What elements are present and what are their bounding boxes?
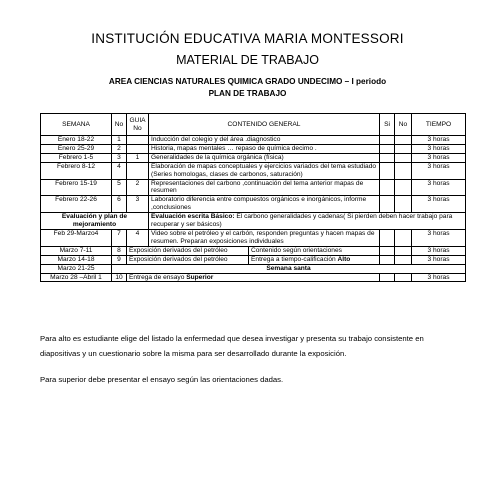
cell-semana-santa: Semana santa bbox=[112, 264, 466, 273]
cell-tiempo: 3 horas bbox=[412, 255, 466, 264]
cell-si bbox=[380, 136, 395, 145]
cell-no2 bbox=[395, 255, 412, 264]
contenido-bold: Superior bbox=[186, 273, 214, 281]
contenido-text: Entrega de ensayo bbox=[129, 273, 185, 281]
cell-evaluacion-contenido bbox=[149, 213, 466, 230]
evaluacion-bold-text: Evaluación escrita Básico: bbox=[151, 213, 235, 221]
header-semana: SEMANA bbox=[41, 114, 112, 136]
cell-contenido-b: Contenido según orientaciones bbox=[249, 246, 380, 255]
cell-no: 10 bbox=[112, 273, 127, 282]
cell-contenido: Laboratorio diferencia entre compuestos orgánicos e inorgánicos, informe ,conclusiones bbox=[149, 196, 380, 213]
cell-si bbox=[380, 246, 395, 255]
note-line-2: diapositivas y un cuestionario sobre la misma para ser desarrollado durante la exposición. bbox=[40, 349, 347, 358]
cell-guia: 1 bbox=[127, 153, 149, 162]
table-row bbox=[41, 144, 466, 153]
cell-si bbox=[380, 153, 395, 162]
cell-tiempo: 3 horas bbox=[412, 136, 466, 145]
cell-contenido: Elaboración de mapas conceptuales y ejercicios variados del tema estudiado (Series homologas, clases de carbonos, saturación) bbox=[149, 162, 380, 179]
cell-semana: Enero 25-29 bbox=[41, 144, 112, 153]
cell-contenido: Inducción del colegio y del área .diagnostico bbox=[149, 136, 380, 145]
cell-guia bbox=[127, 144, 149, 153]
cell-contenido bbox=[127, 273, 380, 282]
cell-si bbox=[380, 255, 395, 264]
header-contenido: CONTENIDO GENERAL bbox=[149, 114, 380, 136]
cell-si bbox=[380, 273, 395, 282]
cell-semana: Enero 18-22 bbox=[41, 136, 112, 145]
cell-no2 bbox=[395, 136, 412, 145]
cell-semana: Febrero 22-26 bbox=[41, 196, 112, 213]
cell-tiempo: 3 horas bbox=[412, 246, 466, 255]
table-row bbox=[41, 229, 466, 246]
cell-tiempo: 3 horas bbox=[412, 162, 466, 179]
header-tiempo: TIEMPO bbox=[412, 114, 466, 136]
evaluacion-text: El carbono generalidades y cadenas( Si pierden deben hacer trabajo para recuperar y ser básicos) bbox=[151, 213, 453, 229]
cell-tiempo: 3 horas bbox=[412, 153, 466, 162]
table-header-row bbox=[41, 114, 466, 136]
table-row bbox=[41, 255, 466, 264]
cell-no: 6 bbox=[112, 196, 127, 213]
cell-no: 9 bbox=[112, 255, 127, 264]
cell-contenido-a: Exposición derivados del petróleo bbox=[127, 246, 249, 255]
work-plan-table bbox=[40, 113, 466, 282]
cell-evaluacion-label: Evaluación y plan de mejoramiento bbox=[41, 213, 149, 230]
cell-semana: Febrero 1-5 bbox=[41, 153, 112, 162]
cell-no2 bbox=[395, 246, 412, 255]
cell-si bbox=[380, 162, 395, 179]
material-title: MATERIAL DE TRABAJO bbox=[176, 53, 319, 67]
institution-title: INSTITUCIÓN EDUCATIVA MARIA MONTESSORI bbox=[91, 31, 404, 46]
cell-guia bbox=[127, 136, 149, 145]
cell-no: 8 bbox=[112, 246, 127, 255]
cell-guia bbox=[127, 162, 149, 179]
cell-tiempo: 3 horas bbox=[412, 179, 466, 196]
cell-semana: Marzo 28 –Abril 1 bbox=[41, 273, 112, 282]
plan-title: PLAN DE TRABAJO bbox=[208, 89, 287, 98]
cell-no2 bbox=[395, 179, 412, 196]
cell-no: 7 bbox=[112, 229, 127, 246]
header-si: Si bbox=[380, 114, 395, 136]
table-row bbox=[41, 153, 466, 162]
table-row bbox=[41, 136, 466, 145]
cell-si bbox=[380, 229, 395, 246]
cell-no: 4 bbox=[112, 162, 127, 179]
header-no2: No bbox=[395, 114, 412, 136]
table-row bbox=[41, 264, 466, 273]
cell-contenido: Historia, mapas mentales … repaso de química decimo . bbox=[149, 144, 380, 153]
cell-no: 3 bbox=[112, 153, 127, 162]
cell-no2 bbox=[395, 162, 412, 179]
cell-contenido: Video sobre el petróleo y el carbón, responden preguntas y hacen mapas de resumen. Preparan exposiciones individuales bbox=[149, 229, 380, 246]
cell-contenido-a: Exposición derivados del petróleo bbox=[127, 255, 249, 264]
cell-tiempo: 3 horas bbox=[412, 273, 466, 282]
cell-tiempo: 3 horas bbox=[412, 229, 466, 246]
table-row bbox=[41, 246, 466, 255]
cell-contenido: Generalidades de la química orgánica (física) bbox=[149, 153, 380, 162]
cell-no2 bbox=[395, 153, 412, 162]
cell-guia: 2 bbox=[127, 179, 149, 196]
cell-contenido-b bbox=[249, 255, 380, 264]
note-line-1: Para alto es estudiante elige del listado la enfermedad que desea investigar y presenta su trabajo consistente en bbox=[40, 334, 424, 343]
contenido-b-text: Entrega a tiempo-calificación bbox=[251, 255, 336, 263]
cell-no: 5 bbox=[112, 179, 127, 196]
contenido-b-bold: Alto bbox=[337, 255, 351, 263]
cell-semana: Febrero 15-19 bbox=[41, 179, 112, 196]
cell-semana: Feb 29-Marzo4 bbox=[41, 229, 112, 246]
header-no: No bbox=[112, 114, 127, 136]
cell-si bbox=[380, 179, 395, 196]
note-line-3: Para superior debe presentar el ensayo según las orientaciones dadas. bbox=[40, 375, 284, 384]
header-guia: GUIA No bbox=[127, 114, 149, 136]
cell-no2 bbox=[395, 273, 412, 282]
cell-no2 bbox=[395, 196, 412, 213]
table-row bbox=[41, 196, 466, 213]
table-row bbox=[41, 273, 466, 282]
cell-guia: 4 bbox=[127, 229, 149, 246]
evaluation-row bbox=[41, 213, 466, 230]
cell-no2 bbox=[395, 144, 412, 153]
cell-no: 2 bbox=[112, 144, 127, 153]
cell-no2 bbox=[395, 229, 412, 246]
cell-si bbox=[380, 144, 395, 153]
cell-semana: Marzo 7-11 bbox=[41, 246, 112, 255]
area-title: AREA CIENCIAS NATURALES QUIMICA GRADO UNDECIMO – I periodo bbox=[108, 77, 387, 86]
cell-no: 1 bbox=[112, 136, 127, 145]
cell-guia: 3 bbox=[127, 196, 149, 213]
cell-contenido: Representaciones del carbono ,continuación del tema anterior mapas de resumen bbox=[149, 179, 380, 196]
table-row bbox=[41, 162, 466, 179]
cell-semana: Marzo 14-18 bbox=[41, 255, 112, 264]
cell-si bbox=[380, 196, 395, 213]
table-row bbox=[41, 179, 466, 196]
cell-tiempo: 3 horas bbox=[412, 144, 466, 153]
cell-tiempo: 3 horas bbox=[412, 196, 466, 213]
cell-semana: Marzo 21-25 bbox=[41, 264, 112, 273]
cell-semana: Febrero 8-12 bbox=[41, 162, 112, 179]
